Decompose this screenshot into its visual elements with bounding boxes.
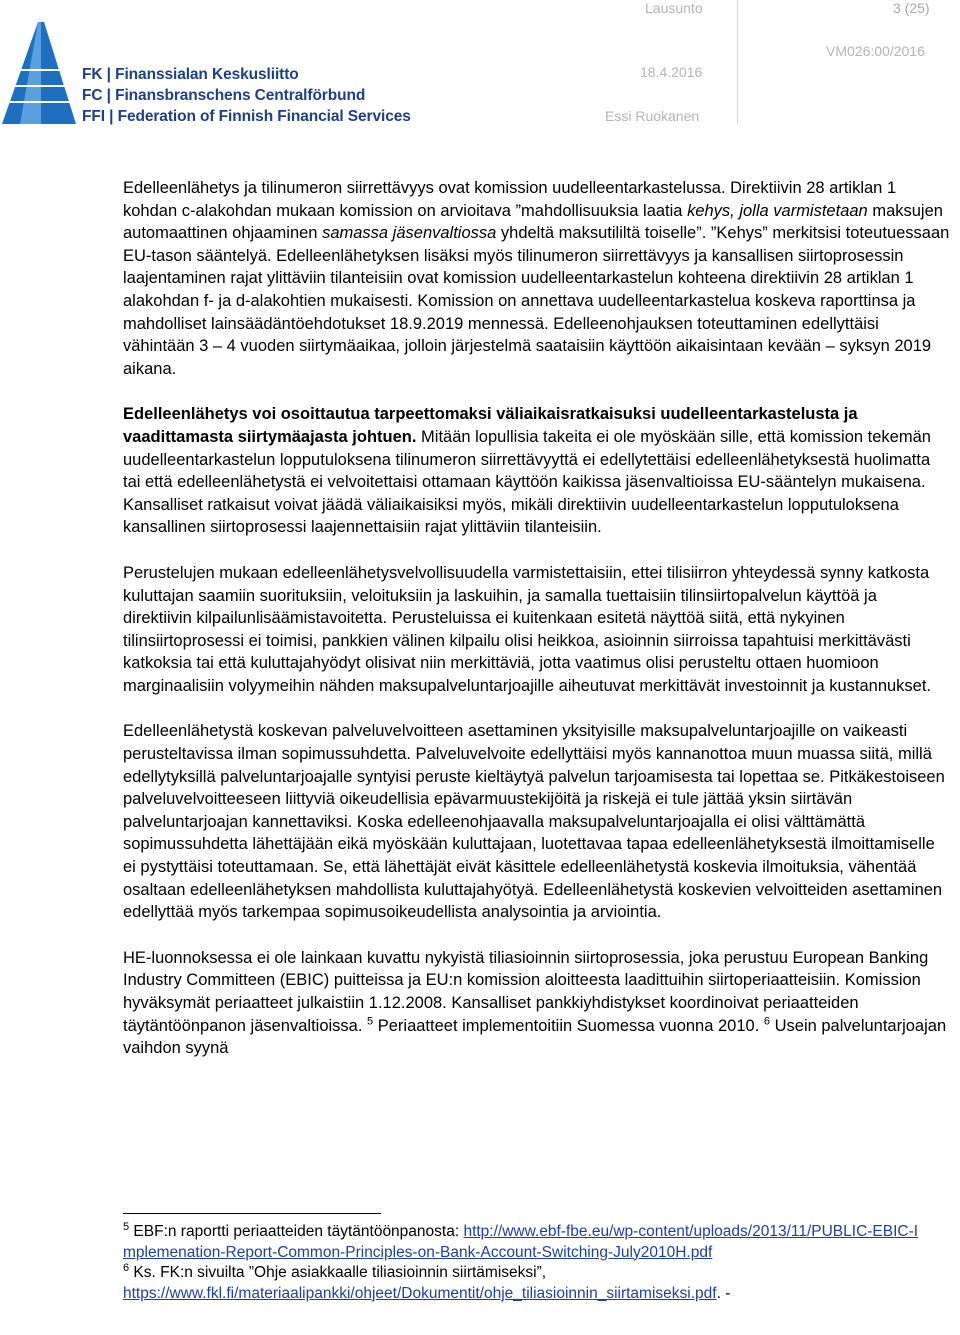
paragraph-4: Edelleenlähetystä koskevan palveluvelvoitteen asettaminen yksityisille maksupalveluntarjoajille on vaikeasti perusteltavissa ilman sopimussuhdetta. Palveluvelvoite edellyttäisi myös kannanottoa muun muassa siitä, millä edellytyksillä palveluntarjoajalle syntyisi peruste kieltäytyä palvelun tarjoamisesta tai lopettaa se. Pitkäkestoiseen palveluvelvoitteeseen liittyviä oikeudellisia epävarmuustekijöitä ja riskejä ei tule jättää yksin siirtävän palveluntarjoajan kannettaviksi. Koska edelleenohjaavalla maksupalveluntarjoajalla ei olisi välttämättä sopimussuhdetta lähettäjään eikä myöskään kuluttajaan, luotettavaa tapaa edelleenlähetyksestä ilmoittamiselle ei pystyttäisi toteuttamaan. Se, että lähettäjät eivät käsittele edelleenlähetystä koskevia ilmoituksia, vähentää osaltaan edelleenlähetyksen mahdollista kuluttajahyötyä. Edelleenlähetystä koskevien velvoitteiden asettaminen edellyttää myös tarkempaa sopimusoikeudellista analysointia ja arviointia.: [123, 722, 945, 922]
footnote-5-link[interactable]: http://www.ebf-fbe.eu/wp-content/uploads/2013/11/PUBLIC-EBIC-Implemenation-Report-Common-Principles-on-Bank-Account-Switching-July2010H.pdf: [123, 1223, 919, 1261]
header-divider: [737, 0, 738, 124]
document-date: 18.4.2016: [640, 64, 703, 80]
footnote-6-link[interactable]: https://www.fkl.fi/materiaalipankki/ohjeet/Dokumentit/ohje_tiliasioinnin_siirtamiseksi.pdf: [123, 1284, 717, 1302]
footnote-separator: [123, 1213, 381, 1214]
paragraph-3: Perustelujen mukaan edelleenlähetysvelvollisuudella varmistettaisiin, ettei tilisiirron yhteydessä synny katkosta kuluttajan saamiin suorituksiin, veloituksiin ja laskuihin, ja samalla tuettaisiin tilinsiirtopalvelun käyttöä ja direktiivin kilpailunlisäämistavoitetta. Perusteluissa ei kuitenkaan esitetä näyttöä siitä, että nykyinen tilinsiirtoprosessi ei toimisi, pankkien välinen kilpailu olisi heikkoa, asioinnin siirroissa tapahtuisi merkittävästi katkoksia tai että kuluttajahyödyt olisivat niin merkittäviä, jotta vaatimus olisi perusteltu ottaen huomioon marginaalisiin volyymeihin nähden maksupalveluntarjoajille aiheutuvat merkittävät investoinnit ja kustannukset.: [123, 563, 932, 695]
document-reference: VM026:00/2016: [826, 43, 925, 59]
organization-logo: [0, 20, 411, 130]
author-name: Essi Ruokanen: [605, 108, 700, 124]
sail-logo-icon: [0, 20, 80, 125]
paragraph-1: Edelleenlähetys ja tilinumeron siirrettävyys ovat komission uudelleentarkastelussa. Direktiivin 28 artiklan 1 kohdan c-alakohdan mukaan komission on arvioitava ”mahdollisuuksia laatia kehys, jolla varmistetaan maksujen automaattinen ohjaaminen samassa jäsenvaltiossa yhdeltä maksutililtä toiselle”. ”Kehys” merkitsisi toteutuessaan EU-tason sääntelyä. Edelleenlähetyksen lisäksi myös tilinumeron siirrettävyys ja kansallisen siirtoprosessin laajentaminen rajat ylittäviin tilanteisiin ovat komission uudelleentarkastelun kohteena direktiivin 28 artiklan 1 alakohdan f- ja d-alakohtien mukaisesti. Komission on annettava uudelleentarkastelua koskeva raporttinsa ja mahdolliset lainsäädäntöehdotukset 18.9.2019 mennessä. Edelleenohjauksen toteuttaminen edellyttäisi vähintään 3 – 4 vuoden siirtymäaikaa, jolloin järjestelmä saataisiin käyttöön aikaisintaan kevään – syksyn 2019 aikana.: [123, 179, 950, 378]
footnote-6: $^6$ Ks. FK:n sivuilta ”Ohje asiakkaalle tiliasioinnin siirtämiseksi”, https://www.fkl.fi/materiaalipankki/ohjeet/Dokumentit/ohje_tiliasioinnin_siirtamiseksi.pdf. -: [123, 1261, 731, 1302]
paragraph-2: Edelleenlähetys voi osoittautua tarpeettomaksi väliaikaisratkaisuksi uudelleentarkastelusta ja vaadittamasta siirtymäajasta johtuen. Mitään lopullisia takeita ei ole myöskään sille, että komission tekemän uudelleentarkastelun lopputuloksena tilinumeron siirrettävyyttä ei edellytettäisi edelleenlähetyksestä huolimatta tai että edelleenlähetystä ei velvoitettaisi ottamaan käyttöön kaikissa jäsenvaltioissa EU-sääntelyn mukaisena. Kansalliset ratkaisut voivat jäädä väliaikaisiksi myös, mikäli direktiivin uudelleentarkastelun lopputuloksena kansallinen siirtoprosessi laajennettaisiin rajat ylittäviin tilanteisiin.: [123, 405, 931, 537]
footnote-5: $^5$ EBF:n raportti periaatteiden täytäntöönpanosta: http://www.ebf-fbe.eu/wp-content/uploads/2013/11/PUBLIC-EBIC-Implemenation-Report-Common-Principles-on-Bank-Account-Switching-July2010H.pdf: [123, 1220, 919, 1261]
page-number: 3 (25): [893, 0, 930, 16]
footnote-ref-6[interactable]: 6: [763, 1015, 771, 1028]
footnote-ref-5[interactable]: 5: [367, 1015, 374, 1028]
org-name-swedish: FC | Finansbranschens Centralförbund: [82, 87, 366, 104]
org-name-english: FFI | Federation of Finnish Financial Services: [82, 108, 411, 125]
org-name-finnish: FK | Finanssialan Keskusliitto: [82, 66, 299, 83]
document-body: [123, 177, 950, 1083]
footnotes: [123, 1222, 923, 1304]
document-type: Lausunto: [645, 0, 703, 16]
paragraph-5: HE-luonnoksessa ei ole lainkaan kuvattu nykyistä tiliasioinnin siirtoprosessia, joka perustuu European Banking Industry Committeen (EBIC) puitteissa ja EU:n komission aloitteesta laadittuihin siirtoperiaatteisiin. Komission hyväksymät periaatteet julkaistiin 1.12.2008. Kansalliset pankkiyhdistykset koordinoivat periaatteiden täytäntöönpanon jäsenvaltioissa. $^5$ Periaatteet implementoitiin Suomessa vuonna 2010. $^6$ Usein palveluntarjoajan vaihdon syynä: [123, 948, 947, 1058]
